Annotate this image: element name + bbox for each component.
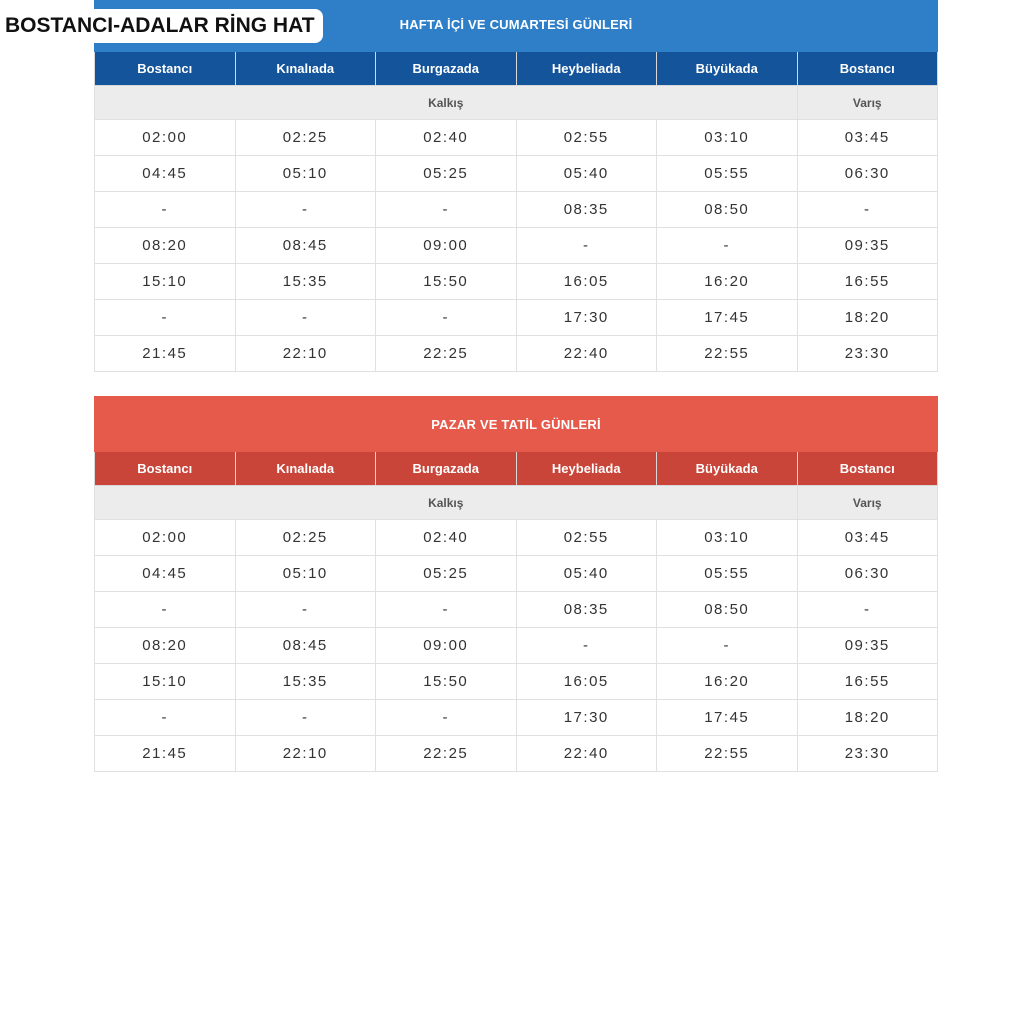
table-row (95, 520, 938, 556)
table-row (95, 664, 938, 700)
departure-label: Kalkış (95, 86, 798, 120)
column-header: Heybeliada (516, 452, 657, 486)
time-cell: 16:55 (797, 664, 938, 700)
time-cell: 03:45 (797, 520, 938, 556)
column-header: Kınalıada (235, 452, 376, 486)
time-cell: 04:45 (95, 556, 236, 592)
column-header: Burgazada (376, 452, 517, 486)
time-cell: 18:20 (797, 700, 938, 736)
table-row (95, 264, 938, 300)
time-cell: 02:00 (95, 520, 236, 556)
time-cell: 02:40 (376, 120, 517, 156)
weekday-rows (95, 120, 938, 372)
time-cell: 22:25 (376, 736, 517, 772)
time-cell: 08:35 (516, 592, 657, 628)
time-cell: 06:30 (797, 156, 938, 192)
time-cell: 16:20 (657, 664, 798, 700)
time-cell: 05:40 (516, 156, 657, 192)
time-cell: 23:30 (797, 736, 938, 772)
time-cell: 16:05 (516, 264, 657, 300)
time-cell: 08:20 (95, 228, 236, 264)
time-cell: 22:40 (516, 336, 657, 372)
time-cell: - (657, 228, 798, 264)
time-cell: 15:10 (95, 664, 236, 700)
time-cell: 17:45 (657, 700, 798, 736)
table-row (95, 336, 938, 372)
sunday-rows (95, 520, 938, 772)
time-cell: 18:20 (797, 300, 938, 336)
time-cell: 17:30 (516, 700, 657, 736)
time-cell: - (235, 192, 376, 228)
time-cell: 08:35 (516, 192, 657, 228)
time-cell: - (516, 628, 657, 664)
time-cell: 08:50 (657, 192, 798, 228)
time-cell: 15:10 (95, 264, 236, 300)
time-cell: - (95, 192, 236, 228)
time-cell: - (376, 592, 517, 628)
column-header: Burgazada (376, 52, 517, 86)
weekday-schedule (94, 0, 938, 372)
time-cell: - (95, 300, 236, 336)
column-header: Büyükada (657, 52, 798, 86)
time-cell: - (516, 228, 657, 264)
table-row (95, 192, 938, 228)
column-header: Bostancı (797, 52, 938, 86)
time-cell: 03:10 (657, 520, 798, 556)
table-row (95, 592, 938, 628)
time-cell: 08:20 (95, 628, 236, 664)
time-cell: - (95, 592, 236, 628)
time-cell: 09:00 (376, 228, 517, 264)
time-cell: 23:30 (797, 336, 938, 372)
table-row (95, 736, 938, 772)
time-cell: 21:45 (95, 336, 236, 372)
time-cell: 03:45 (797, 120, 938, 156)
column-header: Kınalıada (235, 52, 376, 86)
weekday-banner: HAFTA İÇİ VE CUMARTESİ GÜNLERİ (94, 0, 938, 52)
time-cell: 22:40 (516, 736, 657, 772)
time-cell: - (657, 628, 798, 664)
weekday-table (94, 52, 938, 372)
time-cell: - (235, 592, 376, 628)
time-cell: - (235, 300, 376, 336)
time-cell: 05:40 (516, 556, 657, 592)
time-cell: 02:55 (516, 120, 657, 156)
time-cell: 09:00 (376, 628, 517, 664)
sunday-banner: PAZAR VE TATİL GÜNLERİ (94, 396, 938, 452)
time-cell: - (797, 592, 938, 628)
weekday-header-row (95, 52, 938, 86)
column-header: Büyükada (657, 452, 798, 486)
time-cell: 08:50 (657, 592, 798, 628)
arrival-label: Varış (797, 486, 938, 520)
time-cell: 02:25 (235, 520, 376, 556)
time-cell: 15:50 (376, 264, 517, 300)
time-cell: 08:45 (235, 628, 376, 664)
sunday-header-row (95, 452, 938, 486)
time-cell: 16:55 (797, 264, 938, 300)
table-row (95, 120, 938, 156)
time-cell: - (235, 700, 376, 736)
time-cell: - (376, 192, 517, 228)
time-cell: 17:30 (516, 300, 657, 336)
time-cell: 17:45 (657, 300, 798, 336)
time-cell: 22:25 (376, 336, 517, 372)
time-cell: 22:55 (657, 736, 798, 772)
weekday-subheader-row (95, 86, 938, 120)
time-cell: 15:35 (235, 264, 376, 300)
time-cell: 16:05 (516, 664, 657, 700)
column-header: Bostancı (95, 452, 236, 486)
time-cell: 09:35 (797, 228, 938, 264)
time-cell: 15:35 (235, 664, 376, 700)
time-cell: 02:55 (516, 520, 657, 556)
time-cell: 22:55 (657, 336, 798, 372)
table-row (95, 156, 938, 192)
table-row (95, 300, 938, 336)
time-cell: 02:00 (95, 120, 236, 156)
time-cell: - (376, 700, 517, 736)
time-cell: 02:25 (235, 120, 376, 156)
time-cell: 03:10 (657, 120, 798, 156)
time-cell: 16:20 (657, 264, 798, 300)
time-cell: 05:55 (657, 156, 798, 192)
time-cell: 05:25 (376, 556, 517, 592)
time-cell: 06:30 (797, 556, 938, 592)
table-row (95, 700, 938, 736)
time-cell: 05:10 (235, 556, 376, 592)
arrival-label: Varış (797, 86, 938, 120)
sunday-subheader-row (95, 486, 938, 520)
time-cell: 15:50 (376, 664, 517, 700)
sunday-table (94, 452, 938, 772)
time-cell: 04:45 (95, 156, 236, 192)
table-row (95, 556, 938, 592)
departure-label: Kalkış (95, 486, 798, 520)
time-cell: 05:10 (235, 156, 376, 192)
time-cell: 05:55 (657, 556, 798, 592)
time-cell: - (797, 192, 938, 228)
time-cell: 21:45 (95, 736, 236, 772)
time-cell: - (95, 700, 236, 736)
time-cell: 09:35 (797, 628, 938, 664)
time-cell: 08:45 (235, 228, 376, 264)
table-row (95, 228, 938, 264)
time-cell: - (376, 300, 517, 336)
page-title: BOSTANCI-ADALAR RİNG HAT (0, 9, 323, 43)
column-header: Bostancı (95, 52, 236, 86)
sunday-schedule (94, 396, 938, 772)
table-row (95, 628, 938, 664)
time-cell: 05:25 (376, 156, 517, 192)
time-cell: 02:40 (376, 520, 517, 556)
column-header: Heybeliada (516, 52, 657, 86)
time-cell: 22:10 (235, 736, 376, 772)
column-header: Bostancı (797, 452, 938, 486)
time-cell: 22:10 (235, 336, 376, 372)
